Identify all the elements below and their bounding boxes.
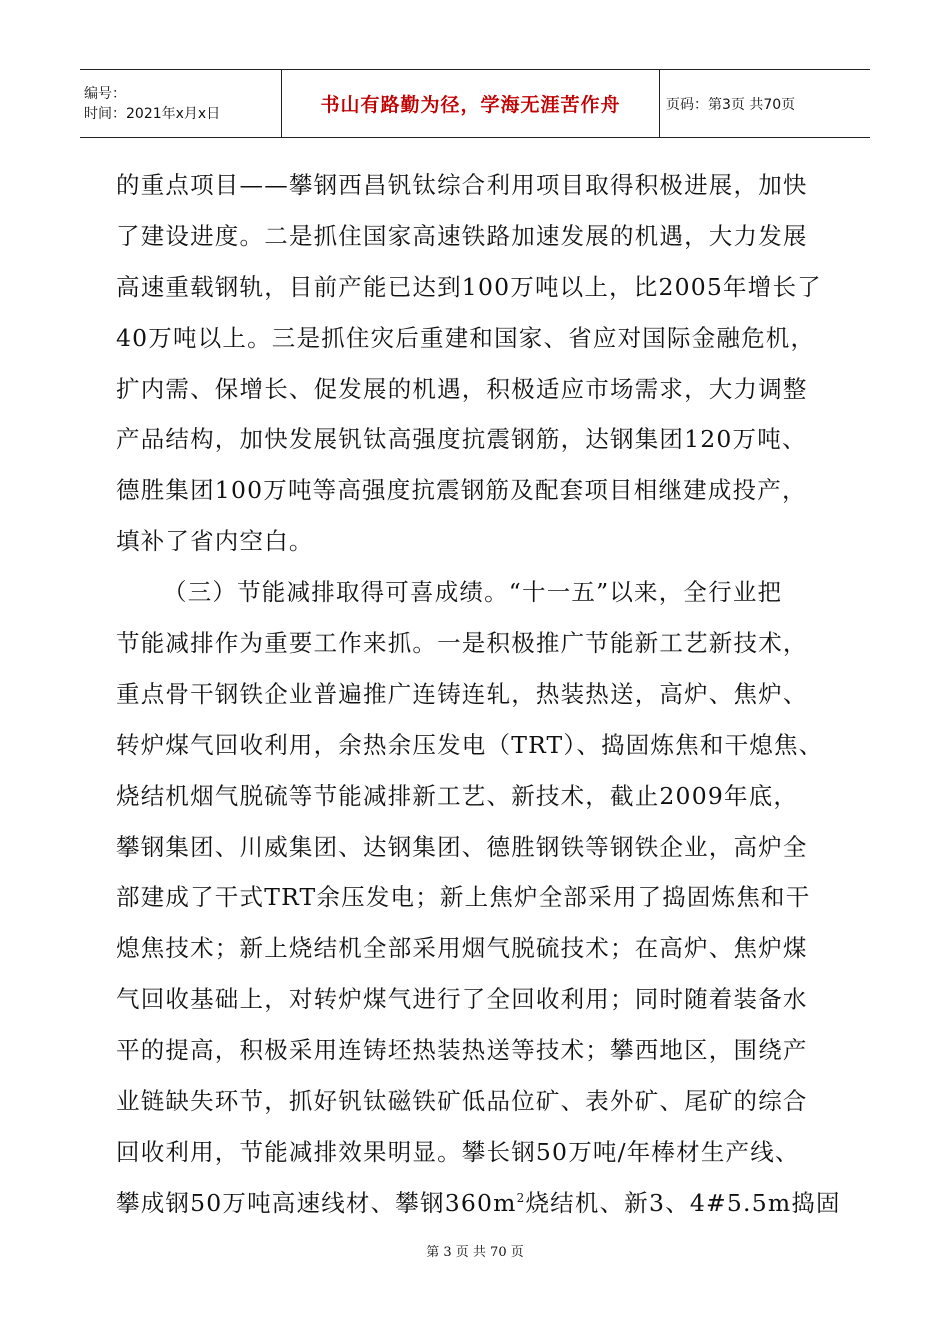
last-line-start: 攀成钢50万吨高速线材、攀钢360m [116,1188,517,1217]
superscript-square: 2 [516,1190,526,1205]
document-number-label: 编号： [84,85,126,102]
body-line: 高速重载钢轨，目前产能已达到100万吨以上，比2005年增长了 [116,272,822,301]
header-motto: 书山有路勤为径，学海无涯苦作舟 [320,94,621,116]
body-line: 部建成了干式TRT余压发电；新上焦炉全部采用了捣固炼焦和干 [116,883,811,912]
body-line: 重点骨干钢铁企业普遍推广连铸连轧，热装热送，高炉、焦炉、 [116,679,808,708]
body-line: 攀钢集团、川威集团、达钢集团、德胜钢铁等钢铁企业，高炉全 [116,832,808,861]
header-motto-cell [282,70,660,137]
body-line: 了建设进度。二是抓住国家高速铁路加速发展的机遇，大力发展 [116,221,808,250]
page-footer: 第 3 页 共 70 页 [426,1245,524,1260]
page-header [80,69,870,138]
body-line: 节能减排作为重要工作来抓。一是积极推广节能新工艺新技术， [116,629,808,658]
document-date: 时间：2021年x月x日 [84,105,221,122]
section-heading-line: （三）节能减排取得可喜成绩。“十一五”以来，全行业把 [163,578,783,607]
document-body [116,160,846,1229]
body-line: 熄焦技术；新上烧结机全部采用烟气脱硫技术；在高炉、焦炉煤 [116,934,808,963]
header-page-cell [660,70,870,137]
body-line: 回收利用，节能减排效果明显。攀长钢50万吨/年棒材生产线、 [116,1137,800,1166]
last-line-end: 烧结机、新3、4#5.5m捣固 [525,1188,841,1217]
header-page-info: 页码：第3页 共70页 [666,96,796,113]
body-line: 的重点项目——攀钢西昌钒钛综合利用项目取得积极进展，加快 [116,171,808,199]
header-left-cell [80,70,282,137]
body-line: 平的提高，积极采用连铸坯热装热送等技术；攀西地区，围绕产 [116,1036,808,1065]
body-line: 扩内需、保增长、促发展的机遇，积极适应市场需求，大力调整 [116,374,808,403]
body-line: 转炉煤气回收利用，余热余压发电（TRT）、捣固炼焦和干熄焦、 [116,730,824,759]
body-line-last [116,1178,846,1229]
body-line: 业链缺失环节，抓好钒钛磁铁矿低品位矿、表外矿、尾矿的综合 [116,1087,808,1116]
body-line: 填补了省内空白。 [116,527,314,556]
body-line: 40万吨以上。三是抓住灾后重建和国家、省应对国际金融危机， [116,323,816,352]
body-line: 产品结构，加快发展钒钛高强度抗震钢筋，达钢集团120万吨、 [116,425,807,454]
body-line: 气回收基础上，对转炉煤气进行了全回收利用；同时随着装备水 [116,985,808,1014]
body-line: 德胜集团100万吨等高强度抗震钢筋及配套项目相继建成投产， [116,476,807,505]
body-line: 烧结机烟气脱硫等节能减排新工艺、新技术，截止2009年底， [116,781,799,810]
